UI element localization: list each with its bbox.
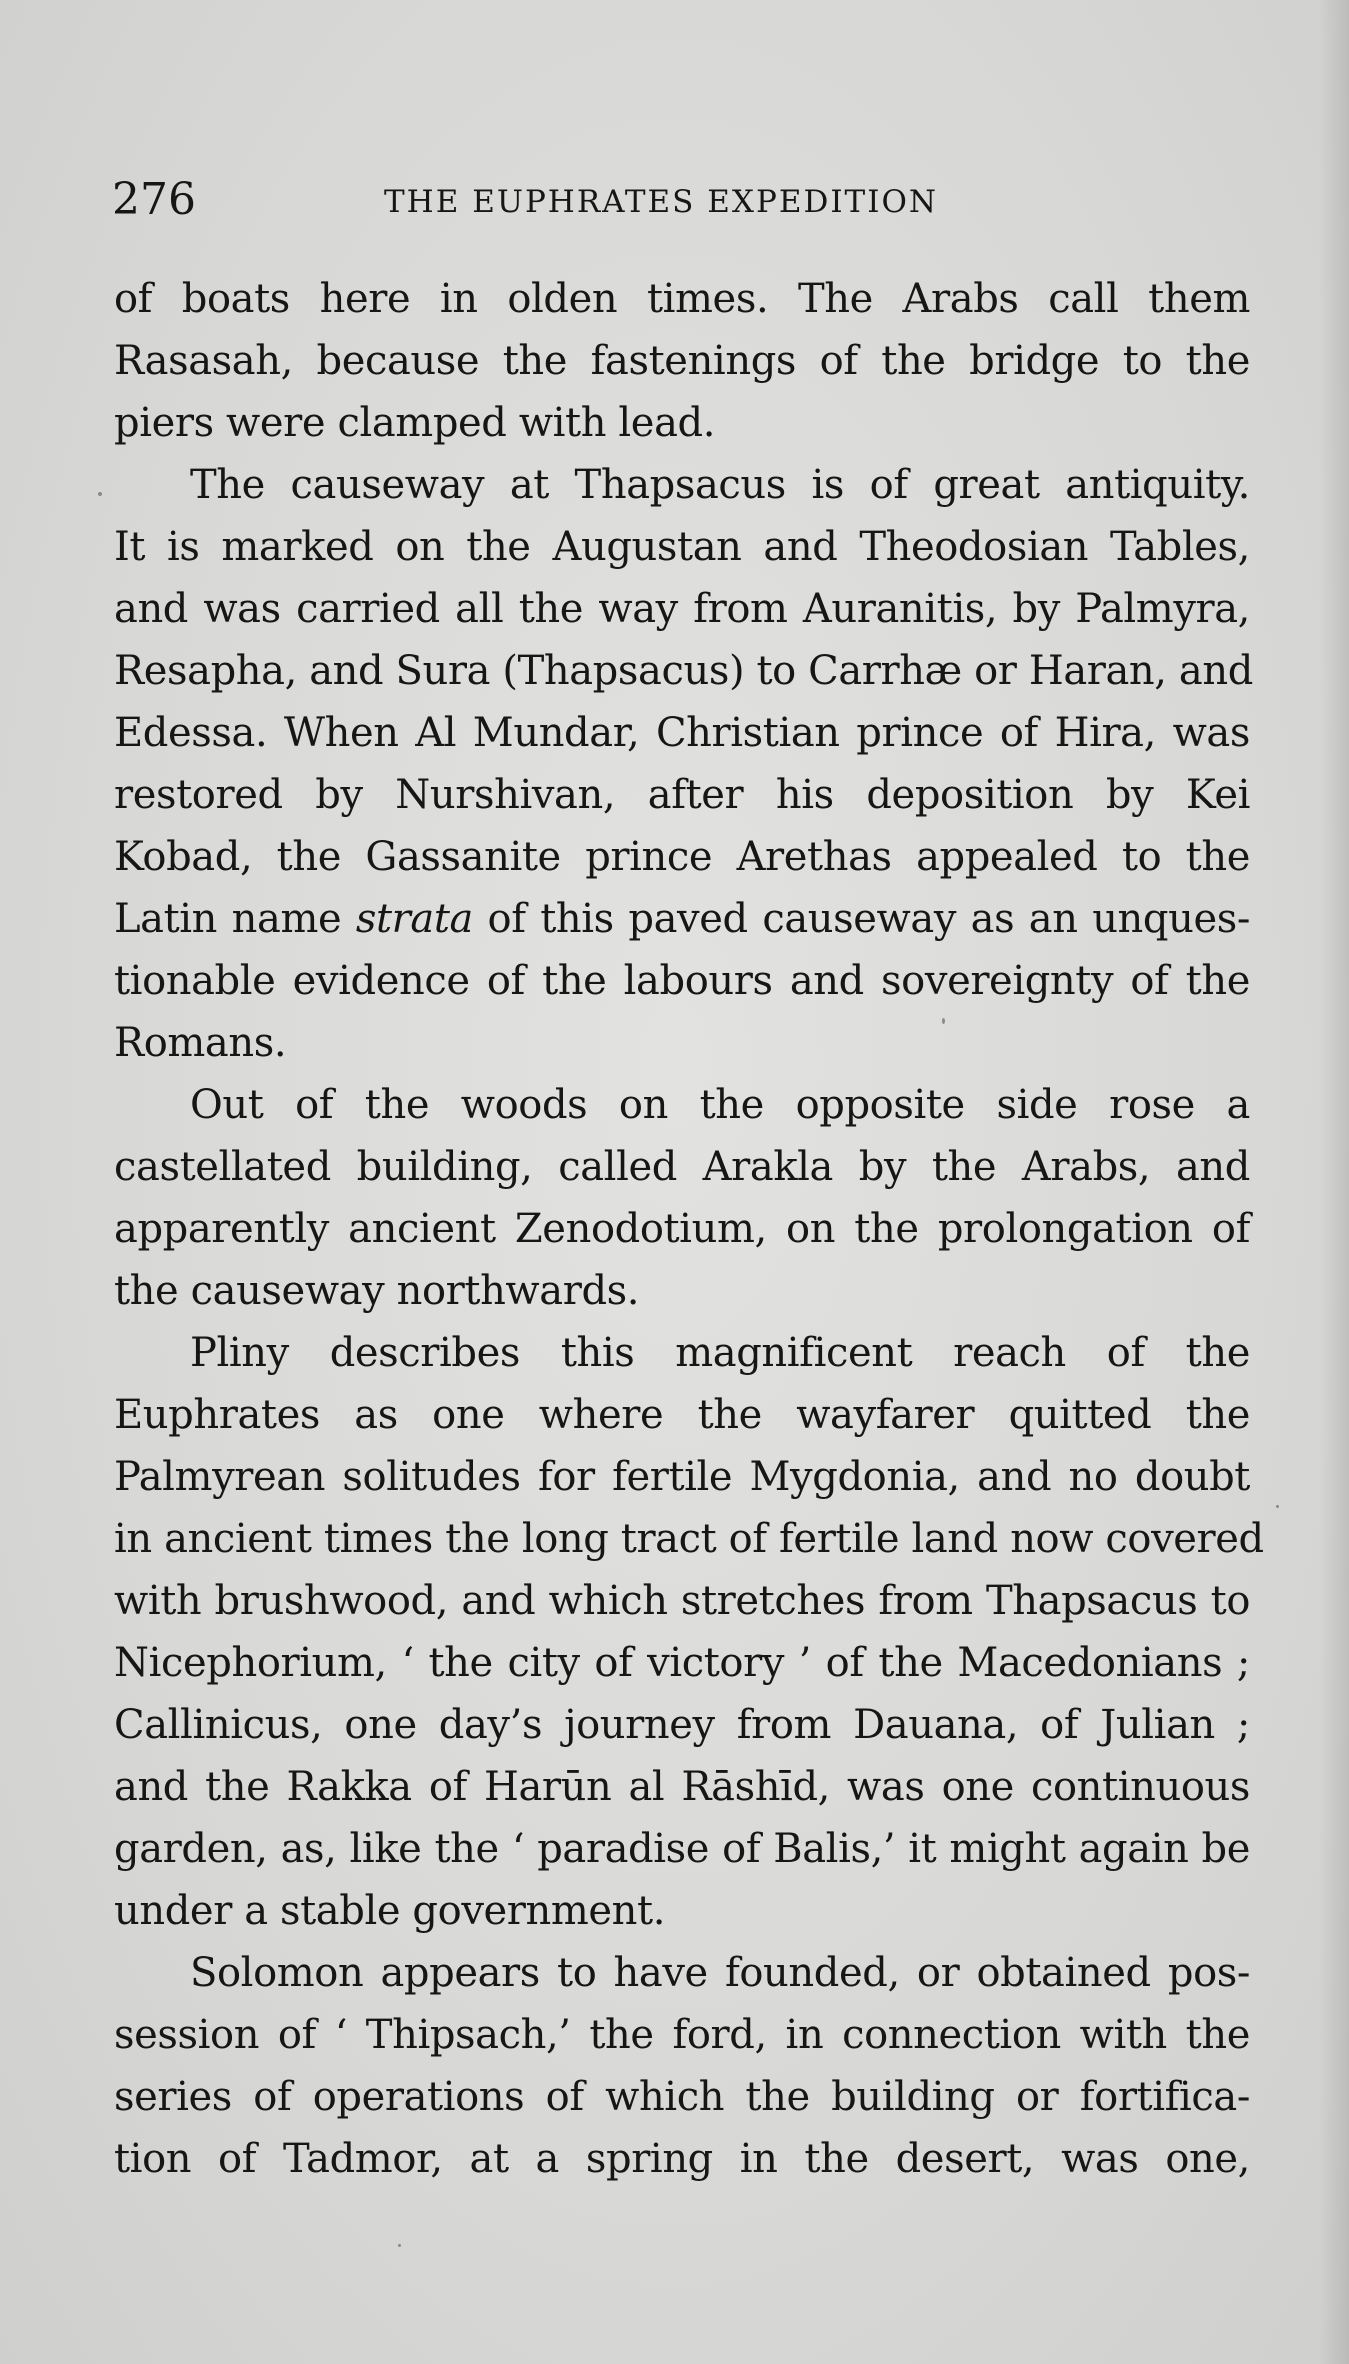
text-line: apparently ancient Zenodotium, on the prolongation of	[114, 1206, 1250, 1252]
text-line: Palmyrean solitudes for fertile Mygdonia, and no doubt	[114, 1454, 1250, 1500]
text-segment: Latin name	[114, 896, 356, 942]
text-line: garden, as, like the ‘ paradise of Balis,’ it might again be	[114, 1826, 1250, 1872]
running-head	[112, 170, 1252, 230]
text-line: Pliny describes this magnificent reach of the	[190, 1330, 1250, 1376]
text-line: tion of Tadmor, at a spring in the desert, was one,	[114, 2136, 1250, 2182]
running-title: THE EUPHRATES EXPEDITION	[384, 184, 939, 220]
text-line: the causeway northwards.	[114, 1268, 640, 1314]
text-line: Resapha, and Sura (Thapsacus) to Carrhæ or Haran, and	[114, 648, 1253, 694]
text-line: castellated building, called Arakla by the Arabs, and	[114, 1144, 1250, 1190]
text-line: Out of the woods on the opposite side rose a	[190, 1082, 1250, 1128]
text-line: Callinicus, one day’s journey from Dauana, of Julian ;	[114, 1702, 1250, 1748]
paper-speck	[1276, 1505, 1279, 1508]
text-line: Rasasah, because the fastenings of the bridge to the	[114, 338, 1250, 384]
italic-term: strata	[355, 896, 473, 942]
text-line: Romans.	[114, 1020, 287, 1066]
body-text	[114, 268, 1264, 2190]
page-edge-shadow	[1319, 0, 1349, 2364]
text-line-with-italic	[114, 888, 1250, 950]
text-line: Edessa. When Al Mundar, Christian prince of Hira, was	[114, 710, 1250, 756]
text-segment: of this paved causeway as an unques-	[472, 896, 1251, 942]
text-line: and the Rakka of Harūn al Rāshīd, was one continuous	[114, 1764, 1250, 1810]
text-line: Kobad, the Gassanite prince Arethas appealed to the	[114, 834, 1250, 880]
text-line: and was carried all the way from Auranitis, by Palmyra,	[114, 586, 1250, 632]
paper-speck	[942, 1018, 945, 1024]
text-line: in ancient times the long tract of fertile land now covered	[114, 1516, 1264, 1562]
text-line: Nicephorium, ‘ the city of victory ’ of the Macedonians ;	[114, 1640, 1250, 1686]
text-line: with brushwood, and which stretches from Thapsacus to	[114, 1578, 1250, 1624]
text-line: of boats here in olden times. The Arabs call them	[114, 276, 1250, 322]
text-line: series of operations of which the building or fortifica-	[114, 2074, 1250, 2120]
text-line: under a stable government.	[114, 1888, 666, 1934]
text-line: piers were clamped with lead.	[114, 400, 716, 446]
paper-speck	[98, 492, 102, 496]
text-line: Euphrates as one where the wayfarer quitted the	[114, 1392, 1250, 1438]
paper-speck	[398, 2244, 401, 2247]
text-line: session of ‘ Thipsach,’ the ford, in connection with the	[114, 2012, 1250, 2058]
text-line: restored by Nurshivan, after his deposition by Kei	[114, 772, 1250, 818]
text-line: Solomon appears to have founded, or obtained pos-	[190, 1950, 1250, 1996]
text-line: tionable evidence of the labours and sovereignty of the	[114, 958, 1250, 1004]
page-number: 276	[112, 174, 196, 225]
text-line: It is marked on the Augustan and Theodosian Tables,	[114, 524, 1250, 570]
text-line: The causeway at Thapsacus is of great antiquity.	[190, 462, 1250, 508]
